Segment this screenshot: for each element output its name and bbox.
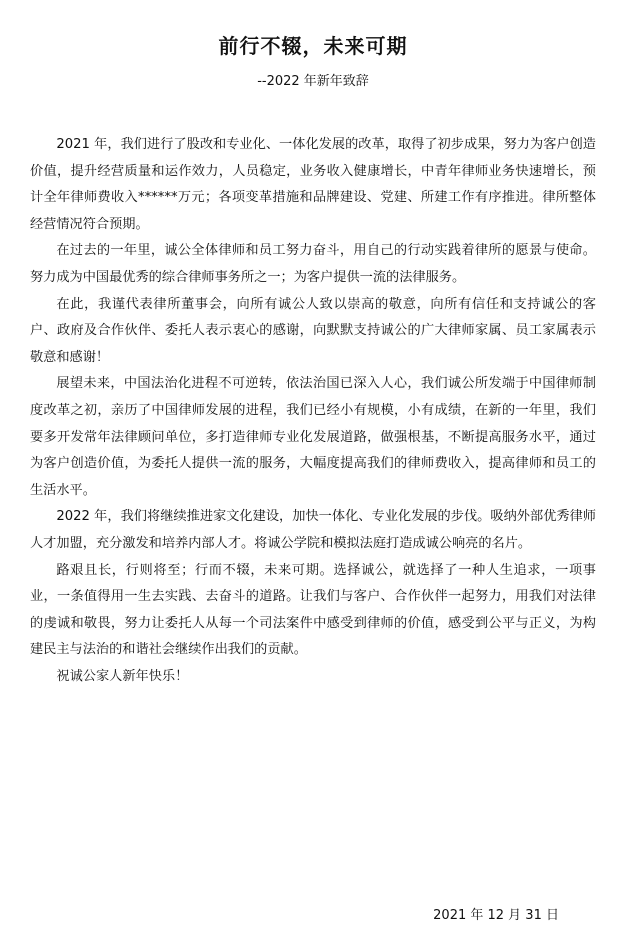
paragraph-closing: 路艰且长，行则将至；行而不辍，未来可期。选择诚公，就选择了一种人生追求，一项事业，一条值得用一生去实践、去奋斗的道路。让我们与客户、合作伙伴一起努力，用我们对法律的虔诚和敬畏，努力让委托人从每一个司法案件中感受到律师的价值，感受到公平与正义，为构建民主与法治的和谐社会继续作出我们的贡献。	[30, 562, 596, 658]
paragraph-review-2021: 2021 年，我们进行了股改和专业化、一体化发展的改革，取得了初步成果，努力为客户创造价值，提升经营质量和运作效力，人员稳定，业务收入健康增长，中青年律师业务快速增长，预计全年律师费收入******万元；各项变革措施和品牌建设、党建、所建工作有序推进。律所整体经营情况符合预期。	[30, 137, 596, 232]
document-date: 2021 年 12 月 31 日	[433, 908, 559, 923]
paragraph-past-year: 在过去的一年里，诚公全体律师和员工努力奋斗，用自己的行动实践着律所的愿景与使命。努力成为中国最优秀的综合律师事务所之一；为客户提供一流的法律服务。	[30, 243, 596, 285]
paragraph-thanks: 在此，我谨代表律所董事会，向所有诚公人致以崇高的敬意，向所有信任和支持诚公的客户、政府及合作伙伴、委托人表示衷心的感谢，向默默支持诚公的广大律师家属、员工家属表示敬意和感谢！	[30, 296, 596, 365]
document-body	[30, 132, 596, 690]
paragraph-greeting: 祝诚公家人新年快乐！	[56, 668, 189, 684]
document-title: 前行不辍，未来可期	[218, 34, 408, 58]
paragraph-plan-2022: 2022 年，我们将继续推进家文化建设，加快一体化、专业化发展的步伐。吸纳外部优秀律师人才加盟，充分激发和培养内部人才。将诚公学院和模拟法庭打造成诚公响亮的名片。	[30, 509, 596, 551]
document-subtitle: --2022 年新年致辞	[257, 74, 369, 89]
paragraph-outlook: 展望未来，中国法治化进程不可逆转，依法治国已深入人心，我们诚公所发端于中国律师制度改革之初，亲历了中国律师发展的进程，我们已经小有规模，小有成绩，在新的一年里，我们要多开发常年法律顾问单位，多打造律师专业化发展道路，做强根基，不断提高服务水平，通过为客户创造价值，为委托人提供一流的服务，大幅度提高我们的律师费收入，提高律师和员工的生活水平。	[30, 376, 596, 498]
